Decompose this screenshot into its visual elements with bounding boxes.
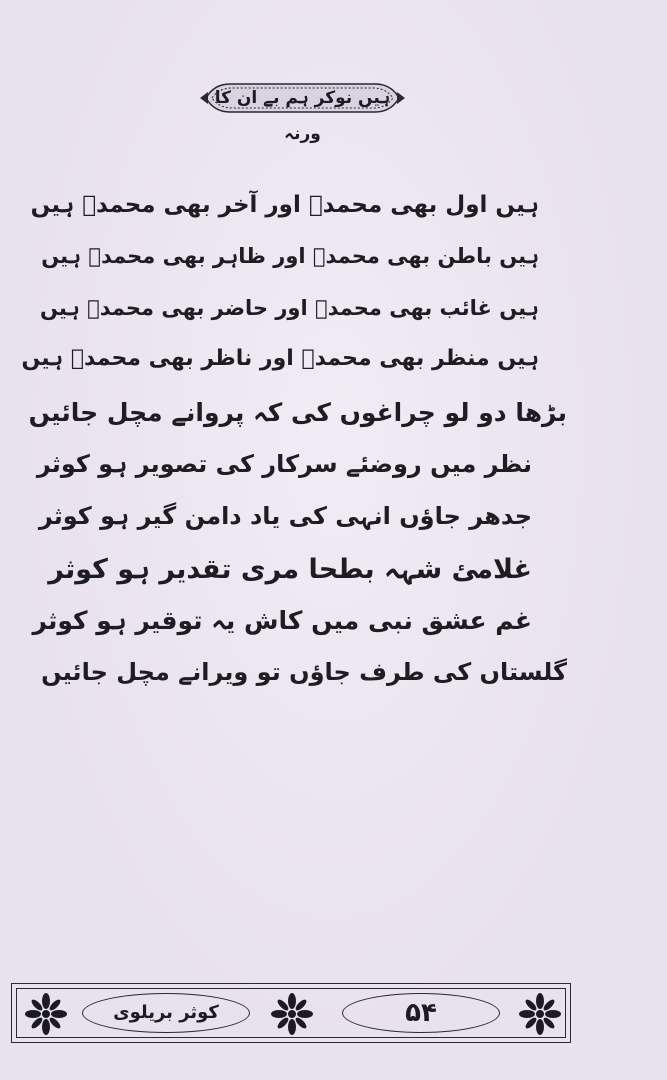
poem-line: جدھر جاؤں انہی کی یاد دامن گیر ہو کوثر	[38, 502, 532, 530]
page-title: ہیں نوکر ہم بے ان کا ورنہ	[214, 88, 391, 144]
poem-line: غم عشق نبی میں کاش یہ توقیر ہو کوثر	[32, 606, 532, 635]
poem-line: غلامئ شہہ بطحا مری تقدیر ہو کوثر	[48, 554, 532, 585]
poem-line: بڑھا دو لو چراغوں کی کہ پروانے مچل جائیں	[28, 398, 567, 427]
title-cartouche	[200, 80, 405, 144]
poem-line: ہیں غائب بھی محمدؐ اور حاضر بھی محمدؐ ہیں	[40, 296, 539, 320]
poem-line: گلستاں کی طرف جاؤں تو ویرانے مچل جائیں	[41, 658, 567, 686]
poem-line: ہیں باطن بھی محمدؐ اور ظاہر بھی محمدؐ ہیں	[41, 244, 539, 268]
page-number: ۵۴	[342, 993, 500, 1033]
poem-line: نظر میں روضئے سرکار کی تصویر ہو کوثر	[36, 450, 532, 478]
flower-ornament-icon	[270, 992, 314, 1036]
flower-ornament-icon	[518, 992, 562, 1036]
page-footer	[11, 983, 571, 1043]
author-name: کوثر بریلوی	[82, 993, 250, 1033]
flower-ornament-icon	[24, 992, 68, 1036]
poem-line: ہیں اول بھی محمدؐ اور آخر بھی محمدؐ ہیں	[30, 192, 539, 218]
poem-line: ہیں منظر بھی محمدؐ اور ناظر بھی محمدؐ ہیں	[21, 346, 539, 371]
